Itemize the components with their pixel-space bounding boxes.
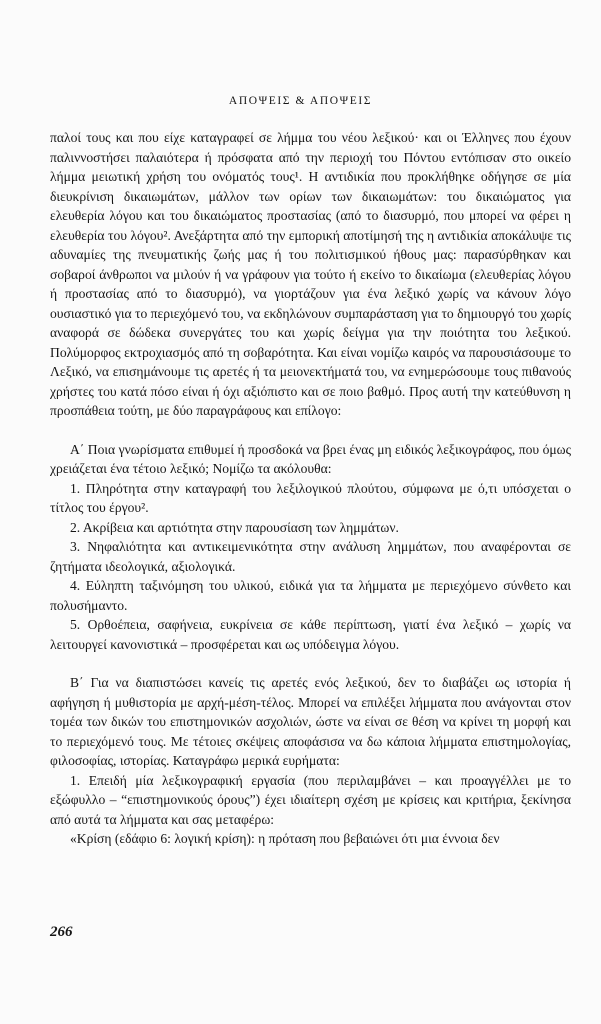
paragraph-intro: παλοί τους και που είχε καταγραφεί σε λήμμα του νέου λεξικού· και οι Έλληνες που έχουν παλιννοστήσει παλαιότερα ή πρόσφατα από την περιοχή του Πόντου εντόπισαν στο οικείο λήμμα μειωτική χρήση του ονόματός τους¹. Η αντιδικία που προκλήθηκε οδήγησε σε μία διευκρίνιση δικαιωμάτων, μάλλον των ορίων των δικαιωμάτων: του δικαιώματος για ελευθερία λόγου και του δικαιώματος προστασίας (από το διασυρμό, που μπορεί να φέρει η ελευθερία του λόγου². Ανεξάρτητα από την εμπορική αποτίμησή της η αντιδικία αποκάλυψε τις αδυναμίες της πνευματικής ζωής μας ή του πολιτισμικού ήθους μας: παρασύρθηκαν και σοβαροί άνθρωποι να μιλούν ή να γράφουν για τούτο ή εκείνο το δικαίωμα (ελευθερίας λόγου ή προστασίας από το διασυρμό), να γιορτάζουν για ένα λεξικό χωρίς να κάνουν λόγο ουσιαστικό για το περιεχόμενό του, να εκδηλώνουν συμπαράσταση για το δημιουργό του χωρίς αναφορά σε δώδεκα συνεργάτες του και χωρίς δείγμα για την ποιότητα του λεξικού. Πολύμορφος εκτροχιασμός από τη σοβαρότητα. Και είναι νομίζω καιρός να παρουσιάσουμε το Λεξικό, να επισημάνουμε τις αρετές ή τα μειονεκτήματά του, να ενημερώσουμε τους πιθανούς χρήστες του κατά πόσο είναι ή όχι αξιόπιστο και σε ποιο βαθμό. Προς αυτή την κατεύθυνση η προσπάθεια τούτη, με δύο παραγράφους και επίλογο: bbox=[50, 130, 571, 418]
list-item-1: 1. Πληρότητα στην καταγραφή του λεξιλογικού πλούτου, σύμφωνα με ό,τι υπόσχεται ο τίτλος του έργου². bbox=[50, 480, 571, 515]
section-b-item-1: 1. Επειδή μία λεξικογραφική εργασία (που περιλαμβάνει – και προαγγέλλει με το εξώφυλλο – “επιστημονικούς όρους”) έχει ιδιαίτερη σχέση με κρίσεις και κριτήρια, ξεκίνησα από αυτά τα λήμματα και σας μεταφέρω: bbox=[50, 772, 571, 827]
list-item-4: 4. Εύληπτη ταξινόμηση του υλικού, ειδικά για τα λήμματα με περιεχόμενο σύνθετο και πολυσήμαντο. bbox=[50, 578, 571, 613]
running-head: ΑΠΟΨΕΙΣ & ΑΠΟΨΕΙΣ bbox=[228, 95, 373, 107]
section-b-intro: Β΄ Για να διαπιστώσει κανείς τις αρετές ενός λεξικού, δεν το διαβάζει ως ιστορία ή αφήγηση ή μυθιστορία με αρχή-μέση-τέλος. Μπορεί να επιλέξει λήμματα που ανάγονται στον τομέα των δικών του επιστημονικών ασχολιών, ώστε να είναι σε θέση να κρίνει τη μορφή και το περιεχόμενό τους. Με τέτοιες σκέψεις αποφάσισα να δω κάποια λήμματα επιστημολογίας, φιλοσοφίας, ιστορίας. Καταγράφω μερικά ευρήματα: bbox=[50, 675, 571, 768]
page-number: 266 bbox=[50, 924, 73, 940]
section-a-intro: Α΄ Ποια γνωρίσματα επιθυμεί ή προσδοκά να βρει ένας μη ειδικός λεξικογράφος, που όμως χρειάζεται ένα τέτοιο λεξικό; Νομίζω τα ακόλουθα: bbox=[50, 441, 571, 476]
list-item-5: 5. Ορθοέπεια, σαφήνεια, ευκρίνεια σε κάθε περίπτωση, γιατί ένα λεξικό – χωρίς να λειτουργεί κανονιστικά – προσφέρεται και ως υπόδειγμα λόγου. bbox=[50, 617, 571, 652]
quote-start: «Κρίση (εδάφιο 6: λογική κρίση): η πρόταση που βεβαιώνει ότι μια έννοια δεν bbox=[70, 831, 500, 846]
body-text bbox=[50, 128, 571, 849]
list-item-2: 2. Ακρίβεια και αρτιότητα στην παρουσίαση των λημμάτων. bbox=[70, 519, 399, 535]
list-item-3: 3. Νηφαλιότητα και αντικειμενικότητα στην ανάλυση λημμάτων, που αναφέρονται σε ζητήματα ιδεολογικά, αξιολογικά. bbox=[50, 539, 571, 574]
